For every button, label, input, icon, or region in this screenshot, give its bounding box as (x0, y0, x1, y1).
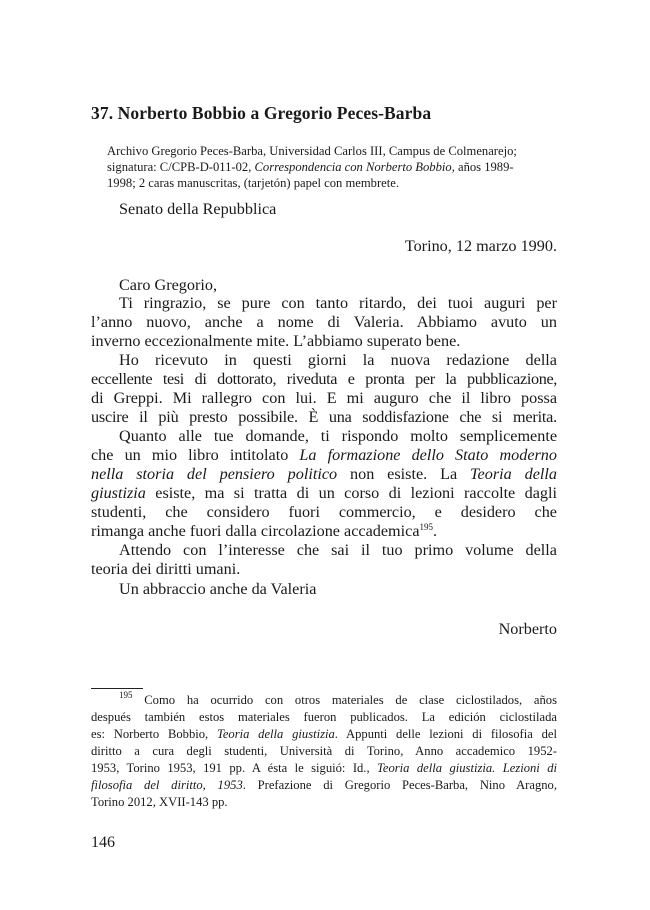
place-and-date: Torino, 12 marzo 1990. (404, 237, 557, 255)
paragraph-1-line-1: Ti ringrazio, se pure con tanto ritardo, dei tuoi auguri per (119, 294, 557, 312)
paragraph-4-line-2: teoria dei diritti umani. (91, 560, 241, 578)
source-line-2: signatura: C/CPB-D-011-02, Correspondencia con Norberto Bobbio, años 1989- (107, 160, 514, 174)
paragraph-1-line-2: l’anno nuovo, anche a nome di Valeria. Abbiamo avuto un (91, 313, 557, 331)
footnote-number: 195 (119, 690, 133, 700)
footnote-line-1: $^{195}$ Como ha ocurrido con otros materiales de clase ciclostilados, años (119, 690, 557, 707)
source-line-1: Archivo Gregorio Peces-Barba, Universidad Carlos III, Campus de Colmenarejo; (107, 144, 517, 158)
paragraph-2-line-2: eccellente tesi di dottorato, riveduta e pronta per la pubblicazione, (91, 370, 557, 388)
paragraph-3-line-3: nella storia del pensiero politico non esiste. La Teoria della (91, 465, 557, 483)
footnote-line-5: 1953, Torino 1953, 191 pp. A ésta le siguió: Id., Teoria della giustizia. Lezioni di (91, 761, 558, 775)
signature: Norberto (498, 620, 557, 638)
paragraph-2-line-1: Ho ricevuto in questi giorni la nuova redazione della (119, 351, 557, 369)
footnote-line-3: es: Norberto Bobbio, Teoria della giustizia. Appunti delle lezioni di filosofia del (91, 727, 557, 741)
paragraph-4-line-1: Attendo con l’interesse che sai il tuo primo volume della (119, 541, 557, 559)
source-line-3: 1998; 2 caras manuscritas, (tarjetón) papel con membrete. (107, 176, 399, 190)
footnote-line-6: filosofia del diritto, 1953. Prefazione di Gregorio Peces-Barba, Nino Aragno, (91, 778, 557, 792)
paragraph-2-line-3: di Greppi. Mi rallegro con lui. E mi auguro che il libro possa (91, 389, 557, 407)
footnote-line-2: después también estos materiales fueron publicados. La edición ciclostilada (91, 710, 557, 724)
paragraph-3-line-5: studenti, che considero fuori commercio, e desidero che (91, 503, 557, 521)
paragraph-3-line-1: Quanto alle tue domande, ti rispondo molto semplicemente (119, 427, 557, 445)
salutation: Caro Gregorio, (119, 276, 217, 294)
paragraph-1-line-3: inverno eccezionalmente mite. L’abbiamo superato bene. (91, 332, 461, 350)
footnote-line-7: Torino 2012, XVII-143 pp. (91, 795, 228, 809)
letter-heading: 37. Norberto Bobbio a Gregorio Peces-Barba (91, 103, 432, 123)
paragraph-2-line-4: uscire il più presto possibile. È una soddisfazione che si merita. (91, 408, 557, 426)
page-number: 146 (91, 834, 115, 851)
letterhead-sender: Senato della Repubblica (119, 200, 277, 218)
paragraph-3-line-6: rimanga anche fuori dalla circolazione accademica$^{195}$. (91, 522, 438, 540)
paragraph-3-line-4: giustizia esiste, ma si tratta di un corso di lezioni raccolte dagli (91, 484, 557, 502)
footnote-separator (91, 688, 143, 689)
paragraph-3-line-2: che un mio libro intitolato La formazione dello Stato moderno (91, 446, 557, 464)
footnote-line-4: diritto a cura degli studenti, Università di Torino, Anno accademico 1952- (91, 744, 557, 758)
footnote-reference[interactable]: 195 (419, 522, 434, 532)
closing-line: Un abbraccio anche da Valeria (119, 580, 317, 598)
